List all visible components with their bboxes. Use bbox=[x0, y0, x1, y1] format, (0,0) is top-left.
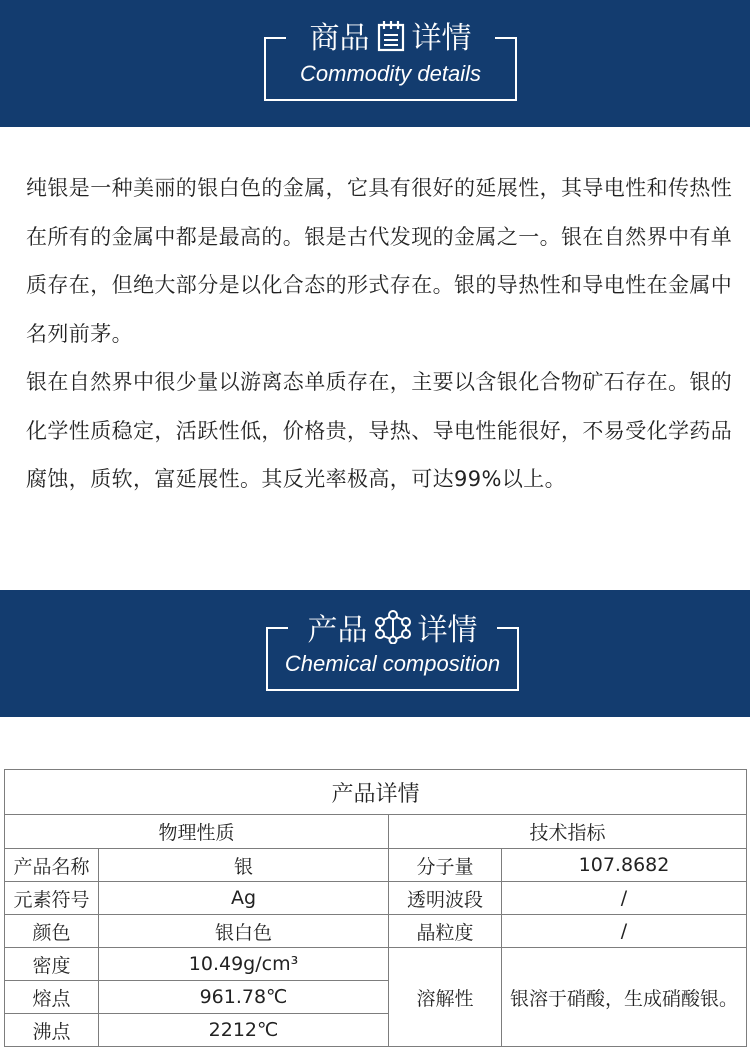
tech-value: 107.8682 bbox=[502, 849, 747, 882]
tech-label: 分子量 bbox=[389, 849, 502, 882]
tech-value: / bbox=[502, 915, 747, 948]
molecule-icon bbox=[374, 610, 412, 644]
row-value: 10.49g/cm³ bbox=[99, 948, 389, 981]
chemical-composition-title: 产品 详情 bbox=[266, 610, 519, 648]
table-caption: 产品详情 bbox=[5, 770, 747, 815]
row-value: Ag bbox=[99, 882, 389, 915]
table-row bbox=[5, 915, 747, 948]
table-row bbox=[5, 849, 747, 882]
chemical-composition-heading bbox=[266, 613, 519, 691]
chemical-composition-banner bbox=[0, 590, 750, 717]
solubility-label: 溶解性 bbox=[389, 948, 502, 1047]
solubility-value: 银溶于硝酸，生成硝酸银。 bbox=[502, 948, 747, 1047]
commodity-details-banner bbox=[0, 0, 750, 127]
commodity-details-title: 商品 详情 bbox=[309, 21, 472, 56]
product-details-table bbox=[4, 769, 747, 1047]
row-value: 961.78℃ bbox=[99, 981, 389, 1014]
commodity-details-heading bbox=[264, 21, 517, 101]
description-paragraph: 纯银是一种美丽的银白色的金属，它具有很好的延展性，其导电性和传热性在所有的金属中都是最高的。银是古代发现的金属之一。银在自然界中有单质存在，但绝大部分是以化合态的形式存在。银的导热性和导电性在金属中名列前茅。 bbox=[26, 176, 733, 346]
tech-label: 透明波段 bbox=[389, 882, 502, 915]
physical-properties-header: 物理性质 bbox=[5, 815, 389, 849]
row-label: 颜色 bbox=[5, 915, 99, 948]
table-caption-row bbox=[5, 770, 747, 815]
row-label: 熔点 bbox=[5, 981, 99, 1014]
technical-specs-header: 技术指标 bbox=[389, 815, 747, 849]
row-value: 银白色 bbox=[99, 915, 389, 948]
row-label: 密度 bbox=[5, 948, 99, 981]
silver-description bbox=[26, 164, 738, 504]
row-value: 银 bbox=[99, 849, 389, 882]
row-label: 沸点 bbox=[5, 1014, 99, 1047]
row-label: 产品名称 bbox=[5, 849, 99, 882]
commodity-details-subtitle: Commodity details bbox=[300, 61, 481, 86]
tech-value: / bbox=[502, 882, 747, 915]
table-row bbox=[5, 882, 747, 915]
row-label: 元素符号 bbox=[5, 882, 99, 915]
tech-label: 晶粒度 bbox=[389, 915, 502, 948]
row-value: 2212℃ bbox=[99, 1014, 389, 1047]
description-paragraph: 银在自然界中很少量以游离态单质存在，主要以含银化合物矿石存在。银的化学性质稳定，活跃性低，价格贵，导热、导电性能很好，不易受化学药品腐蚀，质软，富延展性。其反光率极高，可达99%以上。 bbox=[26, 370, 733, 491]
chemical-composition-subtitle: Chemical composition bbox=[284, 651, 501, 676]
table-row bbox=[5, 948, 747, 981]
notepad-icon bbox=[376, 20, 406, 52]
table-header-row bbox=[5, 815, 747, 849]
